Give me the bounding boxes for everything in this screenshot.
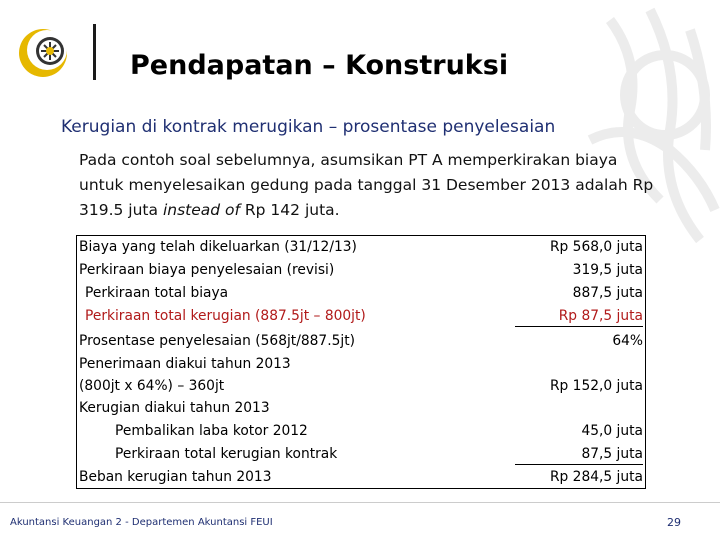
row-value: 87,5 juta bbox=[581, 446, 643, 462]
row-value: Rp 87,5 juta bbox=[558, 308, 643, 324]
row-value: 887,5 juta bbox=[572, 285, 643, 301]
university-logo-icon bbox=[14, 24, 74, 82]
section-subtitle: Kerugian di kontrak merugikan – prosentase penyelesaian bbox=[61, 117, 556, 137]
row-label: Pembalikan laba kotor 2012 bbox=[115, 423, 308, 439]
table-row bbox=[77, 353, 645, 375]
row-label: Beban kerugian tahun 2013 bbox=[79, 469, 272, 485]
table-row bbox=[77, 397, 645, 419]
table-row bbox=[77, 443, 645, 465]
row-label: Biaya yang telah dikeluarkan (31/12/13) bbox=[79, 239, 357, 255]
header-divider bbox=[93, 24, 96, 80]
row-label: Perkiraan biaya penyelesaian (revisi) bbox=[79, 262, 335, 278]
row-label: Perkiraan total kerugian kontrak bbox=[115, 446, 338, 462]
row-label: Penerimaan diakui tahun 2013 bbox=[79, 356, 291, 372]
page-number: 29 bbox=[667, 516, 681, 529]
row-value: Rp 284,5 juta bbox=[549, 469, 643, 485]
row-label: Prosentase penyelesaian (568jt/887.5jt) bbox=[79, 333, 355, 349]
loss-calculation-table bbox=[76, 235, 646, 489]
table-row bbox=[77, 282, 645, 304]
row-label: Perkiraan total kerugian (887.5jt – 800jt) bbox=[85, 308, 366, 324]
footer-divider bbox=[0, 502, 720, 503]
table-row bbox=[77, 466, 645, 488]
paragraph-line: 319.5 juta instead of Rp 142 juta. bbox=[79, 201, 340, 219]
table-row bbox=[77, 330, 645, 352]
table-row bbox=[77, 305, 645, 327]
row-value: Rp 568,0 juta bbox=[549, 239, 643, 255]
paragraph-line: Pada contoh soal sebelumnya, asumsikan PT A memperkirakan biaya bbox=[79, 151, 618, 169]
row-label: Perkiraan total biaya bbox=[85, 285, 229, 301]
row-value: 45,0 juta bbox=[581, 423, 643, 439]
table-row bbox=[77, 236, 645, 258]
row-value: 319,5 juta bbox=[572, 262, 643, 278]
row-label: Kerugian diakui tahun 2013 bbox=[79, 400, 270, 416]
row-value: Rp 152,0 juta bbox=[549, 378, 643, 394]
row-value: 64% bbox=[612, 333, 643, 349]
table-row bbox=[77, 375, 645, 397]
table-row bbox=[77, 259, 645, 281]
table-row bbox=[77, 420, 645, 442]
page-title: Pendapatan – Konstruksi bbox=[130, 50, 509, 81]
paragraph-line: untuk menyelesaikan gedung pada tanggal 31 Desember 2013 adalah Rp bbox=[79, 176, 654, 194]
value-underline bbox=[515, 464, 643, 465]
footer-text: Akuntansi Keuangan 2 - Departemen Akuntansi FEUI bbox=[10, 517, 273, 528]
description-paragraph bbox=[79, 148, 689, 223]
row-label: (800jt x 64%) – 360jt bbox=[79, 378, 225, 394]
